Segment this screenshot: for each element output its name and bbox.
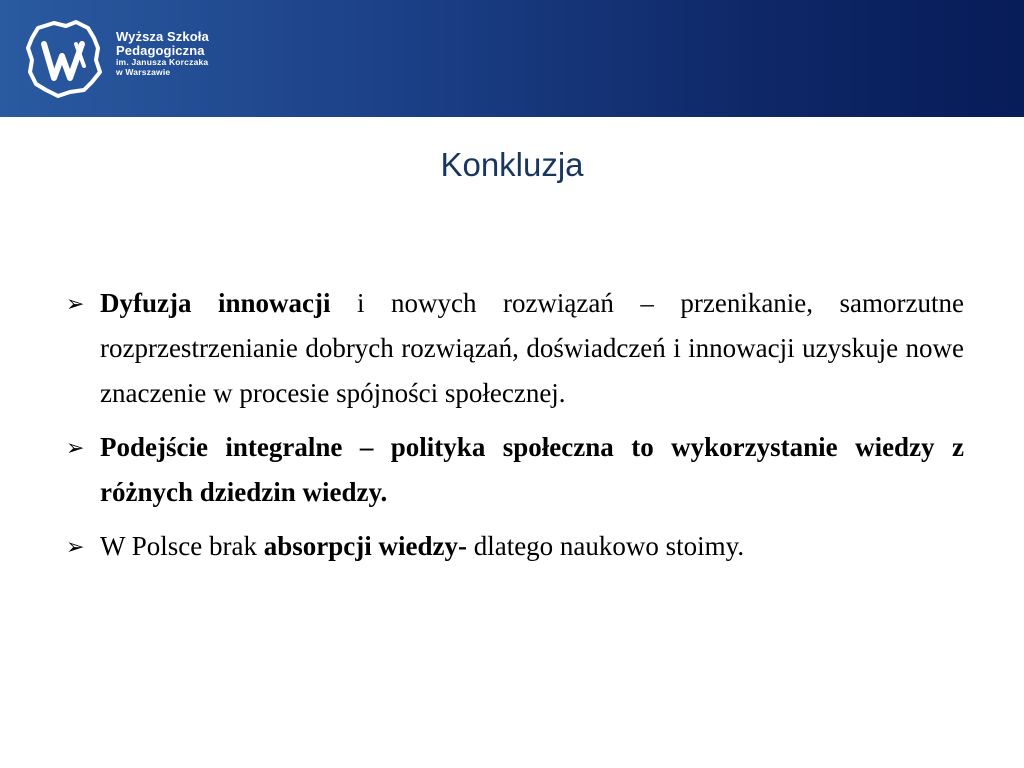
org-name-line-2: Pedagogiczna bbox=[116, 42, 205, 58]
bullet-text-pre: W Polsce brak bbox=[100, 531, 264, 561]
arrow-bullet-icon: ➢ bbox=[66, 435, 85, 460]
arrow-bullet-icon: ➢ bbox=[66, 534, 85, 559]
slide-title: Konkluzja bbox=[440, 146, 584, 183]
bullet-text-post: dlatego naukowo stoimy. bbox=[466, 531, 745, 561]
bullet-item bbox=[66, 524, 964, 569]
bullet-bold-lead: Dyfuzja innowacji bbox=[100, 288, 331, 318]
header-band bbox=[0, 0, 1024, 117]
bullet-text: i nowych rozwiązań – przenikanie, samorzutne rozprzestrzenianie dobrych rozwiązań, doświadczeń i innowacji uzyskuje nowe znaczenie w procesie spójności społecznej. bbox=[100, 288, 964, 408]
bullet-item bbox=[66, 425, 964, 515]
org-name-line-4: w Warszawie bbox=[116, 67, 171, 78]
bullet-item bbox=[66, 281, 964, 416]
org-name-line-3: im. Janusza Korczaka bbox=[116, 57, 209, 68]
organization-name bbox=[116, 30, 209, 77]
bullet-list bbox=[66, 281, 964, 578]
bullet-bold-mid: absorpcji wiedzy- bbox=[263, 531, 467, 561]
bullet-bold-text: Podejście integralne – polityka społeczna to wykorzystanie wiedzy z różnych dziedzin wiedzy. bbox=[100, 432, 964, 507]
wsp-poland-map-logo-icon bbox=[24, 20, 104, 98]
arrow-bullet-icon: ➢ bbox=[66, 291, 85, 316]
org-name-line-1: Wyższa Szkoła bbox=[116, 29, 209, 44]
